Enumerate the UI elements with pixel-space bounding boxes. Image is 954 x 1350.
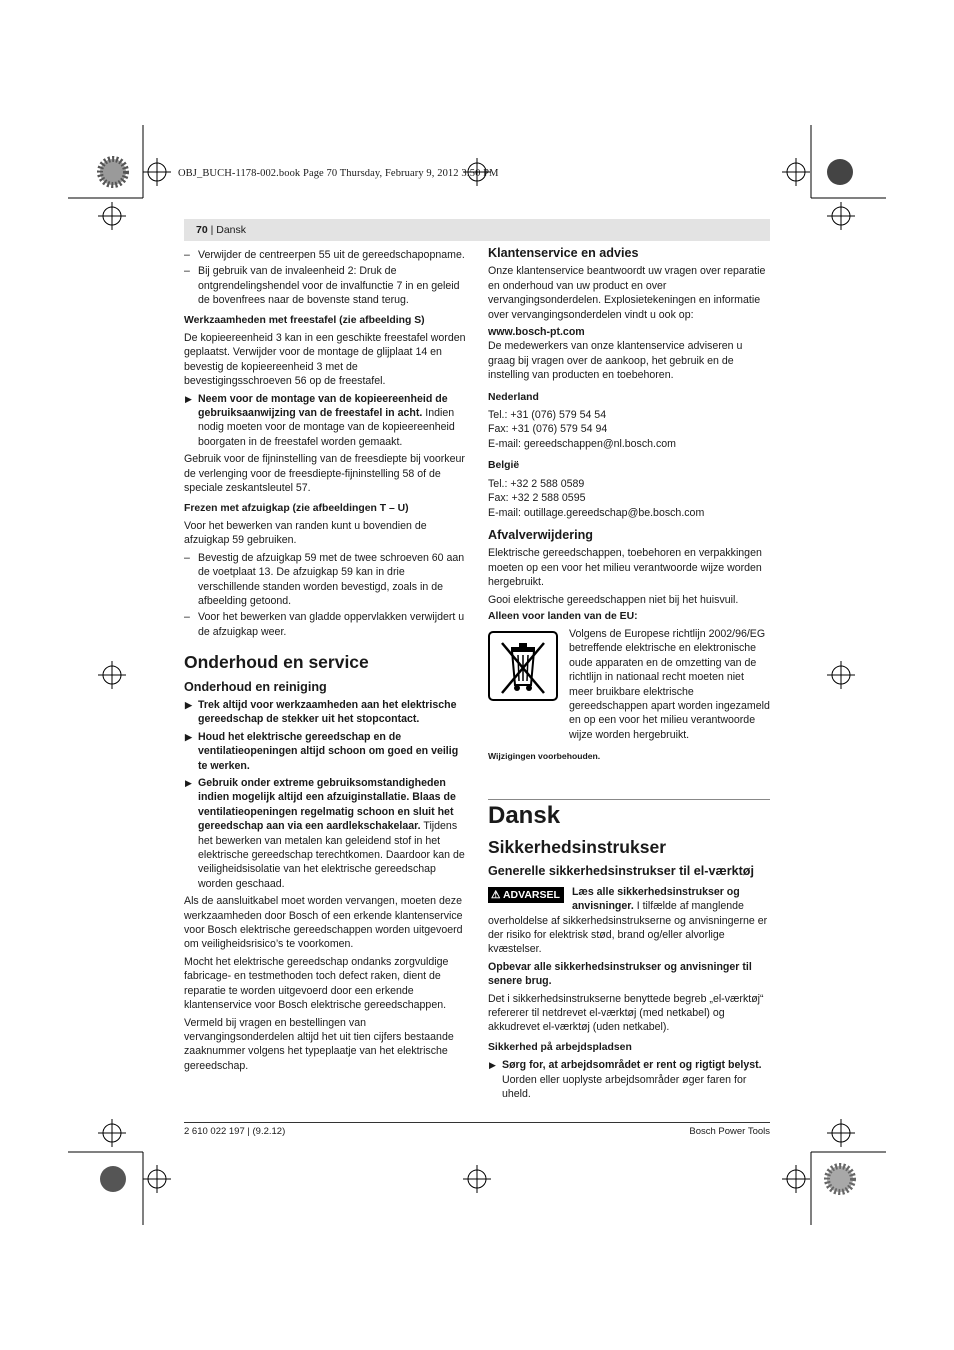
contact-tel: Tel.: +31 (076) 579 54 54 — [488, 409, 607, 422]
warning-badge: ⚠ ADVARSEL — [488, 887, 564, 903]
contact-email: E-mail: gereedschappen@nl.bosch.com — [488, 437, 677, 450]
heading-dansk: Dansk — [488, 802, 561, 829]
paragraph: Voor het bewerken van randen kunt u bovendien de afzuigkap 59 gebruiken. — [184, 519, 427, 547]
subheading-afzuigkap: Frezen met afzuigkap (zie afbeeldingen T – U) — [184, 502, 409, 514]
arrow-item: ▶ Trek altijd voor werkzaamheden aan het elektrische gereedschap de stekker uit het stopcontact. — [185, 698, 457, 726]
list-item: – Bevestig de afzuigkap 59 met de twee schroeven 60 aan de voetplaat 13. De afzuigkap 59 kan in drie verschillende standen worden bevestigd, zoals in de afbeelding getoond. — [184, 551, 465, 607]
arrow-bullet-icon: ▶ — [185, 731, 192, 742]
arrow-item: ▶ Gebruik onder extreme gebruiksomstandigheden indien mogelijk altijd een afzuiginstallatie. Blaas de ventilatieopeningen regelmatig schoon en sluit het gereedschap aan via een aardlekschakelaar. Tijdens het bewerken van metalen kan geleidend stof in het elektrische gereedschap terechtkomen. Daardoor kan de veiligheidsisolatie van het elektrische gereedschap worden geschaad. — [185, 777, 465, 890]
footer-doc-number: 2 610 022 197 | (9.2.12) — [184, 1126, 286, 1137]
country-belgie: België — [488, 460, 520, 472]
contact-fax: Fax: +31 (076) 579 54 94 — [488, 423, 608, 436]
contact-fax: Fax: +32 2 588 0595 — [488, 492, 586, 505]
paragraph: De medewerkers van onze klantenservice adviseren u graag bij vragen over de aankoop, het gebruik en de instelling van producten en toebehoren. — [488, 340, 743, 382]
eu-label: Alleen voor landen van de EU: — [488, 610, 638, 622]
footer-brand: Bosch Power Tools — [689, 1126, 770, 1137]
paragraph: Elektrische gereedschappen, toebehoren en verpakkingen moeten op een voor het milieu verantwoorde wijze worden hergebruikt. — [488, 547, 762, 589]
paragraph: Als de aansluitkabel moet worden vervangen, moeten deze werkzaamheden door Bosch of een erkende klantenservice voor Bosch elektrische gereedschappen worden uitgevoerd om veiligheidsrisico’s te voorkomen. — [184, 895, 463, 951]
paragraph: Gebruik voor de fijninstelling van de freesdiepte bij voorkeur de verlenging voor de freesdiepte-fijninstelling 58 of de speciale zeskantsleutel 57. — [184, 453, 465, 495]
header-separator: | — [207, 224, 217, 236]
contact-email: E-mail: outillage.gereedschap@be.bosch.com — [488, 506, 705, 519]
right-column-top — [488, 246, 770, 627]
footer-rule — [184, 1122, 770, 1123]
changes-note: Wijzigingen voorbehouden. — [488, 751, 601, 761]
paragraph: Det i sikkerhedsinstrukserne benyttede begreb „el-værktøj“ refererer til netdrevet el-værktøj (med netkabel) og akkudrevet el-værktøj (uden netkabel). — [488, 992, 764, 1034]
contact-tel: Tel.: +32 2 588 0589 — [488, 477, 585, 490]
heading-klantenservice: Klantenservice en advies — [488, 246, 639, 260]
arrow-item: ▶ Houd het elektrische gereedschap en de ventilatieopeningen altijd schoon om goed en veilig te werken. — [185, 730, 459, 772]
heading-onderhoud-service: Onderhoud en service — [184, 652, 369, 673]
paragraph: Mocht het elektrische gereedschap ondanks zorgvuldige fabricage- en testmethoden toch defect raken, dient de reparatie te worden uitgevoerd door een erkende klantenservice voor Bosch elektrische gereedschappen. — [184, 955, 449, 1012]
eu-text: Volgens de Europese richtlijn 2002/96/EG betreffende elektrische en elektronische oude apparaten en de omzetting van de richtlijn in nationaal recht moeten niet meer bruikbare elektrische gereedschappen apart worden ingezameld en op een voor het milieu verantwoorde wijze worden hergebruikt. — [569, 628, 770, 741]
arrow-item: ▶ Neem voor de montage van de kopieereenheid de gebruiksaanwijzing van de freestafel in acht. Indien nodig moeten voor de montage van de kopieereenheid boorgaten in de freestafel worden gemaakt. — [185, 392, 455, 448]
paragraph: Onze klantenservice beantwoordt uw vragen over reparatie en onderhoud van uw product en over vervangingsonderdelen. Explosietekeningen en informatie over vervangingsonderdelen vindt u ook op: — [488, 265, 766, 321]
page-number: 70 — [196, 224, 208, 236]
page-header-bar — [184, 219, 770, 241]
right-column-bottom — [488, 837, 770, 1105]
list-item: – Verwijder de centreerpen 55 uit de gereedschapopname. — [184, 249, 465, 261]
arrow-bullet-icon: ▶ — [185, 699, 192, 710]
heading-generelle: Generelle sikkerhedsinstrukser til el-værktøj — [488, 864, 754, 879]
country-nederland: Nederland — [488, 391, 539, 403]
list-item: – Bij gebruik van de invaleenheid 2: Druk de ontgrendelingshendel voor de invalfunctie 7 in en geleid de bovenfrees naar de bovenste stand terug. — [184, 265, 460, 307]
subheading-freestafel: Werkzaamheden met freestafel (zie afbeelding S) — [184, 314, 425, 326]
heading-onderhoud-reiniging: Onderhoud en reiniging — [184, 679, 327, 694]
section-divider — [488, 799, 770, 800]
arrow-bullet-icon: ▶ — [185, 393, 192, 404]
heading-sikkerhedsinstrukser: Sikkerhedsinstrukser — [488, 837, 667, 857]
paragraph-keep: Opbevar alle sikkerhedsinstrukser og anvisninger til senere brug. — [488, 960, 752, 988]
arrow-item: ▶ Sørg for, at arbejdsområdet er rent og rigtigt belyst. Uorden eller uoplyste arbejdsområder øger faren for uheld. — [489, 1059, 762, 1101]
arrow-bullet-icon: ▶ — [185, 778, 192, 788]
heading-afvalverwijdering: Afvalverwijdering — [488, 527, 593, 542]
list-item: – Voor het bewerken van gladde oppervlakken verwijdert u de afzuigkap weer. — [184, 611, 465, 638]
book-info-line: OBJ_BUCH-1178-002.book Page 70 Thursday, February 9, 2012 3:50 PM — [178, 168, 499, 179]
paragraph: De kopieereenheid 3 kan in een geschikte freestafel worden geplaatst. Verwijder voor de montage de glijplaat 14 en bevestig de kopieereenheid 3 met de bevestigingsschroeven 56 op de freestafel. — [184, 332, 466, 388]
warning-block: ⚠ ADVARSEL Læs alle sikkerhedsinstrukser og anvisninger. I tilfælde af manglende overholdelse af sikkerhedsinstrukserne og anvisningerne er der risiko for elektrisk stød, brand og/eller alvorlige kvæstelser. — [488, 885, 768, 956]
subheading-arbejdspladsen: Sikkerhed på arbejdspladsen — [488, 1041, 632, 1053]
arrow-bullet-icon: ▶ — [489, 1060, 496, 1071]
header-section: Dansk — [216, 224, 247, 236]
website-link[interactable]: www.bosch-pt.com — [488, 326, 585, 339]
weee-bin-icon — [488, 631, 558, 701]
paragraph: Gooi elektrische gereedschappen niet bij het huisvuil. — [488, 593, 739, 606]
left-column — [184, 248, 466, 1076]
page-header — [196, 224, 246, 236]
paragraph: Vermeld bij vragen en bestellingen van vervangingsonderdelen altijd het uit tien cijfers bestaande zaaknummer volgens het typeplaatje van het elektrische gereedschap. — [184, 1016, 454, 1072]
